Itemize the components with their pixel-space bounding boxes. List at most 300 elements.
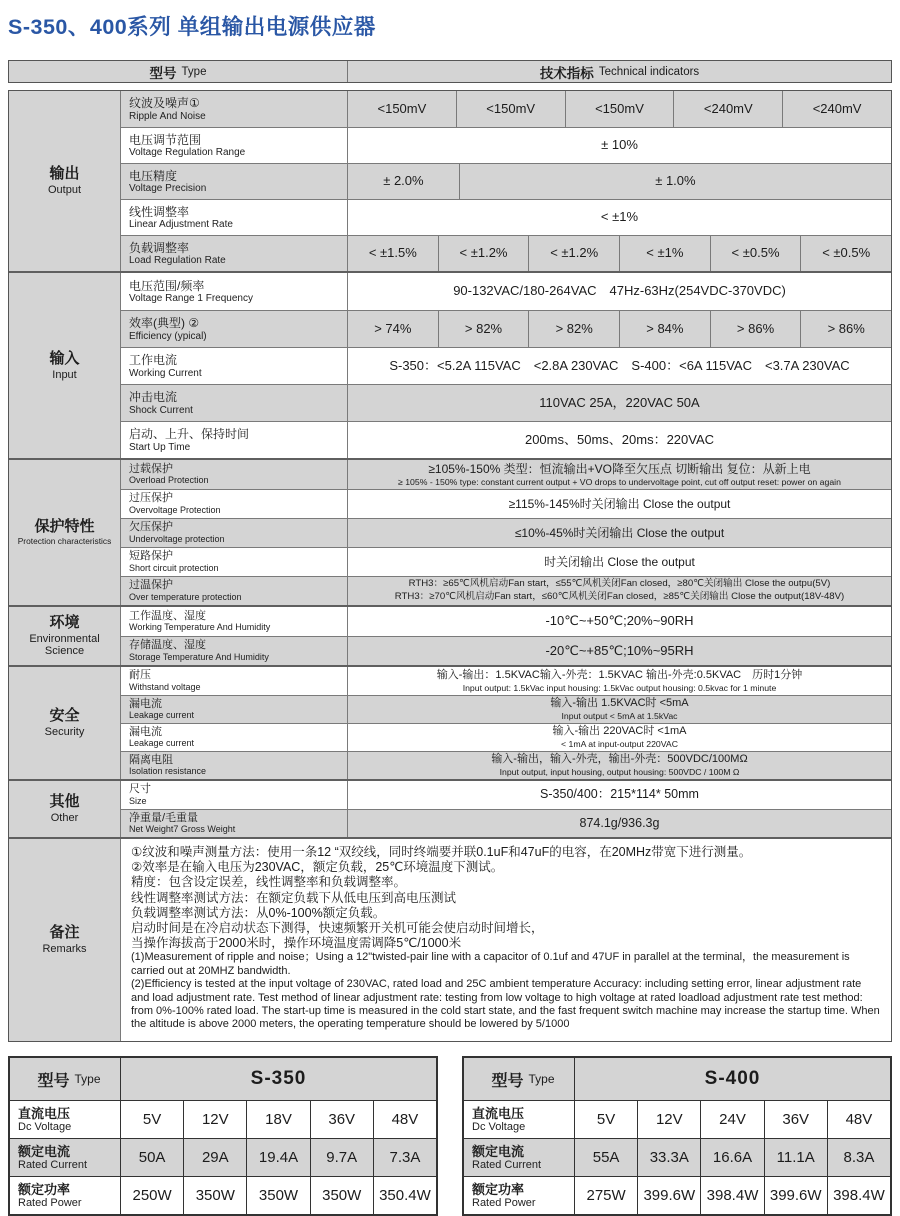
value-text: -20℃~+85℃;10%~95RH [545,642,694,658]
value-cell [348,385,891,421]
model-value-cell: 399.6W [637,1177,700,1214]
value-cell [438,236,529,271]
spec-row [121,518,891,547]
row-label-zh: 隔离电阻 [129,753,173,766]
value-text: Input output, input housing, output housing: 500VDC / 100M Ω [499,767,740,778]
value-text: > 82% [555,320,593,336]
value-text: S-350：<5.2A 115VAC <2.8A 230VAC S-400：<6A 115VAC <3.7A 230VAC [389,357,850,373]
row-label-zh: 过载保护 [129,462,173,475]
model-row-label [464,1177,574,1214]
value-text: 874.1g/936.3g [579,815,660,830]
model-value-cell: 250W [120,1177,183,1214]
row-label-en: Over temperature protection [129,591,242,602]
group-label-en: Input [52,368,77,381]
tech-indicators-en: Technical indicators [598,65,700,78]
value-text: 110VAC 25A，220VAC 50A [539,394,700,410]
remarks-line-zh: 启动时间是在冷启动状态下测得，快速频繁开关机可能会使启动时间增长， [131,921,544,936]
row-label-zh: 冲击电流 [129,390,178,405]
value-cell [528,236,619,271]
row-label [121,490,348,518]
value-text: ≤10%-45%时关闭输出 Close the output [514,525,725,540]
row-label [121,91,348,127]
model-value-cell: 350.4W [373,1177,436,1214]
value-text: RTH3：≥70℃风机启动Fan start，≤60℃风机关闭Fan closed，≥85℃关闭输出 Close the output(18V-48V) [394,591,845,602]
value-cell [348,752,891,779]
row-label-zh: 启动、上升、保持时间 [129,427,250,442]
model-name: S-350 [120,1058,436,1100]
model-table-s-350 [8,1056,438,1216]
row-label-zh: 尺寸 [129,783,151,796]
row-label-zh: 净重量/毛重量 [129,811,199,824]
model-value-cell: 399.6W [764,1177,827,1214]
model-value-cell: 350W [183,1177,246,1214]
spec-section [9,271,891,458]
group-label-en: Security [44,726,85,739]
model-value-cell: 18V [246,1101,309,1138]
row-label [121,667,348,695]
model-value-cell: 5V [120,1101,183,1138]
remarks-text [121,839,891,1041]
model-row-label-en: Dc Voltage [472,1121,526,1134]
model-row [10,1138,436,1176]
row-label [121,460,348,489]
row-values [348,236,891,271]
value-text: <150mV [595,100,644,116]
row-values [348,128,891,163]
remarks-line-zh: 当操作海拔高于2000米时，操作环境温度需调降5℃/1000米 [131,936,462,951]
model-value-cell: 50A [120,1139,183,1176]
spec-row [121,235,891,271]
model-value-cell: 350W [246,1177,309,1214]
section-rows [121,667,891,779]
spec-row [121,723,891,751]
spec-section [9,605,891,665]
value-cell [348,164,459,199]
row-label-en: Voltage Regulation Range [129,147,246,159]
row-values [348,752,891,779]
row-values [348,810,891,837]
row-label-en: Overload Protection [129,475,209,486]
row-values [348,724,891,751]
spec-row [121,273,891,310]
row-label-en: Size [129,795,147,806]
model-type-zh: 型号 [37,1072,70,1090]
row-label-zh: 纹波及噪声① [129,96,200,111]
model-value-cell: 350W [310,1177,373,1214]
row-label [121,348,348,384]
row-label-en: Short circuit protection [129,562,219,573]
row-values [348,519,891,547]
value-text: < ±0.5% [822,245,871,261]
row-label-zh: 工作温度、湿度 [129,609,206,622]
value-text: < ±1% [600,209,639,225]
model-row [464,1100,890,1138]
section-rows [121,460,891,605]
row-label [121,273,348,310]
row-label-zh: 漏电流 [129,697,162,710]
value-cell [348,236,438,271]
row-label [121,128,348,163]
value-text: ≥ 105% - 150% type: constant current output + VO drops to undervoltage point, cut off output reset: power on again [398,476,841,487]
row-label-en: Shock Current [129,404,193,416]
remarks-line-zh: 负载调整率测试方法：从0%-100%额定负载。 [131,905,386,920]
remarks-line-zh: ②效率是在输入电压为230VAC，额定负载，25℃环境温度下测试。 [131,860,504,875]
group-label-en: Science [44,645,85,658]
value-text: 输入-输出：1.5KVAC输入-外壳：1.5KVAC 输出-外壳:0.5KVAC 历时1分钟 [436,668,803,681]
spec-row [121,751,891,779]
row-values [348,385,891,421]
model-row-label-en: Rated Power [18,1197,82,1210]
value-text: <150mV [486,100,536,116]
spec-row [121,421,891,458]
value-cell [800,311,891,347]
row-values [348,348,891,384]
row-label-zh: 电压调节范围 [129,132,202,147]
row-values [348,490,891,518]
model-row-label-en: Rated Power [472,1197,536,1210]
value-cell [348,781,891,809]
value-cell [438,311,529,347]
row-values [348,273,891,310]
section-rows [121,91,891,271]
spec-sheet-page [0,10,900,1210]
section-group-label [9,667,121,779]
spec-table [8,90,892,1042]
row-label-en: Leakage current [129,710,195,721]
remarks-row [121,839,891,1041]
value-cell [348,422,891,458]
remarks-line-zh: 线性调整率测试方法：在额定负载下从低电压到高电压测试 [131,890,457,905]
row-values [348,637,891,665]
value-text: < ±1.2% [550,245,599,261]
row-label-zh: 过压保护 [129,492,173,505]
row-label-zh: 工作电流 [129,353,178,368]
model-value-cell: 24V [700,1101,763,1138]
model-value-cell: 398.4W [700,1177,763,1214]
group-label-zh: 输入 [49,349,80,367]
row-label-zh: 存储温度、湿度 [129,639,206,652]
value-cell [348,460,891,489]
value-text: ≥105%-150% 类型：恒流输出+VO降至欠压点 切断输出 复位：从新上电 [428,461,811,476]
model-value-cell: 5V [574,1101,637,1138]
spec-section [9,779,891,837]
tech-indicators-zh: 技术指标 [539,65,594,81]
section-group-label [9,839,121,1041]
row-label-zh: 线性调整率 [129,204,190,219]
value-cell [782,91,891,127]
type-header-zh: 型号 [149,65,177,81]
row-label [121,200,348,235]
model-row-label-en: Rated Current [18,1159,88,1172]
value-text: Input output: 1.5kVac input housing: 1.5kVac output housing: 0.5kvac for 1 minute [462,682,777,693]
group-label-en: Protection characteristics [17,536,112,547]
row-label-en: Voltage Precision [129,183,207,195]
group-label-en: Environmental [29,632,100,645]
value-cell [348,637,891,665]
row-label [121,577,348,605]
remarks-line-en: (1)Measurement of ripple and noise；Using a 12"twisted-pair line with a capacitor of 0.1uf and 47UF in parallel at the terminal，the measurement is carried out at 20MHZ bandwidth. [131,951,850,977]
type-header-table [8,60,892,83]
row-label-zh: 过温保护 [129,579,173,592]
group-label-en: Remarks [42,943,87,956]
model-row-label [464,1139,574,1176]
row-values [348,311,891,347]
section-rows [121,273,891,458]
model-value-cell: 29A [183,1139,246,1176]
group-label-zh: 安全 [49,707,80,725]
row-label [121,311,348,347]
group-label-zh: 保护特性 [34,518,95,536]
value-cell [348,548,891,576]
value-cell [710,236,801,271]
section-group-label [9,273,121,458]
model-value-cell: 36V [764,1101,827,1138]
model-type-cell [10,1058,120,1100]
spec-section [9,837,891,1041]
value-text: 200ms、50ms、20ms：220VAC [524,431,715,447]
row-label-zh: 负载调整率 [129,240,190,255]
model-type-zh: 型号 [491,1072,524,1090]
spec-row [121,607,891,636]
value-text: > 86% [827,320,865,336]
model-row-label-zh: 直流电压 [18,1105,71,1121]
spec-section [9,91,891,271]
section-rows [121,781,891,837]
row-label [121,810,348,837]
row-label-en: Leakage current [129,738,195,749]
spec-row [121,781,891,809]
row-label-zh: 电压范围/频率 [129,278,205,293]
model-value-cell: 48V [827,1101,890,1138]
value-text: < ±1% [646,245,684,261]
group-label-zh: 环境 [49,613,80,631]
model-name: S-400 [574,1058,890,1100]
section-group-label [9,607,121,665]
group-label-en: Other [50,812,79,825]
row-values [348,200,891,235]
model-value-cell: 275W [574,1177,637,1214]
value-text: 输入-输出，输入-外壳，输出-外壳：500VDC/100MΩ [491,753,748,766]
model-value-cell: 11.1A [764,1139,827,1176]
row-label [121,519,348,547]
remarks-line-zh: ①纹波和噪声测量方法：使用一条12 “双绞线，同时终端要并联0.1uF和47uF的电容，在20MHz带宽下进行测量。 [131,845,752,859]
spec-row [121,547,891,576]
remarks-line-en: (2)Efficiency is tested at the input voltage of 230VAC, rated load and 25C ambient temperature Accuracy: including setting error, linear adjustment rate and load adjustment rate. Test method of linear adjustment rate: testing from low voltage to high voltage at rated loadload adjustment rate test method: from 0%-100% rated load. The start-up time is measured in the cold start state, and the fast frequent switch machine may increase the startup time. When the altitude is above 2000 meters, the operating temperature should be lowered by 5/1000 [131,978,880,1031]
row-values [348,696,891,723]
model-row-label-zh: 额定电流 [18,1143,71,1159]
row-label-en: Storage Temperature And Humidity [129,651,269,662]
spec-section [9,458,891,605]
model-table-header [464,1058,890,1100]
row-label-zh: 漏电流 [129,725,162,738]
row-label-en: Undervoltage protection [129,533,225,544]
model-value-cell: 16.6A [700,1139,763,1176]
model-row-label [464,1101,574,1138]
model-type-en: Type [74,1072,101,1086]
value-text: < 1mA at input-output 220VAC [561,739,678,750]
value-cell [710,311,801,347]
value-text: < ±0.5% [731,245,780,261]
model-value-cell: 19.4A [246,1139,309,1176]
model-value-cell: 12V [637,1101,700,1138]
model-row-label [10,1177,120,1214]
model-row-label-zh: 直流电压 [472,1105,525,1121]
row-label-en: Efficiency (ypical) [129,330,207,342]
value-cell [348,607,891,636]
value-text: > 74% [374,320,412,336]
row-label [121,607,348,636]
model-row [10,1100,436,1138]
section-group-label [9,91,121,271]
spec-row [121,91,891,127]
model-value-cell: 8.3A [827,1139,890,1176]
value-cell [348,348,891,384]
row-label-en: Net Weight7 Gross Weight [129,824,236,835]
model-value-cell: 9.7A [310,1139,373,1176]
section-group-label [9,460,121,605]
type-header-cell [9,61,348,82]
value-text: -10℃~+50℃;20%~90RH [545,613,694,629]
value-cell [348,577,891,605]
value-cell [673,91,782,127]
value-text: ± 1.0% [655,173,696,189]
row-label [121,752,348,779]
value-text: < ±1.5% [368,245,417,261]
model-row-label [10,1101,120,1138]
model-table-header [10,1058,436,1100]
value-text: <240mV [812,100,862,116]
value-text: ± 10% [601,137,638,153]
spec-section [9,665,891,779]
spec-row [121,636,891,665]
value-text: S-350/400：215*114* 50mm [540,787,699,802]
type-header-en: Type [181,65,207,78]
row-label-en: Withstand voltage [129,681,201,692]
value-text: < ±1.2% [459,245,508,261]
value-cell [348,128,891,163]
row-label-en: Linear Adjustment Rate [129,219,233,231]
value-cell [348,311,438,347]
value-cell [348,667,891,695]
spec-row [121,384,891,421]
value-text: RTH3：≥65℃风机启动Fan start，≤55℃风机关闭Fan closed，≥80℃关闭输出 Close the outpu(5V) [408,578,831,590]
tech-indicators-header-cell [348,61,891,82]
value-cell [348,273,891,310]
model-table-s-400 [462,1056,892,1216]
spec-row [121,460,891,489]
row-label-en: Isolation resistance [129,766,207,777]
model-value-cell: 398.4W [827,1177,890,1214]
spec-row [121,163,891,199]
model-value-cell: 48V [373,1101,436,1138]
value-text: 输入-输出 1.5KVAC时 <5mA [550,697,689,710]
value-cell [348,724,891,751]
row-label-zh: 欠压保护 [129,521,173,534]
model-row-label-zh: 额定功率 [472,1181,525,1197]
model-tables [8,1056,892,1216]
value-cell [459,164,891,199]
value-cell [348,810,891,837]
row-label-zh: 耐压 [129,669,151,682]
value-cell [619,236,710,271]
value-text: <240mV [703,100,753,116]
value-text: ± 2.0% [383,173,424,189]
row-label [121,781,348,809]
value-cell [456,91,565,127]
model-value-cell: 33.3A [637,1139,700,1176]
model-value-cell: 55A [574,1139,637,1176]
row-label [121,548,348,576]
model-value-cell: 12V [183,1101,246,1138]
spec-row [121,667,891,695]
spec-row [121,489,891,518]
row-label-zh: 效率(典型) ② [129,316,200,331]
value-text: > 86% [736,320,775,336]
row-values [348,607,891,636]
value-cell [348,490,891,518]
row-label [121,422,348,458]
model-type-cell [464,1058,574,1100]
row-values [348,577,891,605]
spec-row [121,127,891,163]
value-cell [348,91,456,127]
row-values [348,91,891,127]
row-label-en: Start Up Time [129,441,191,453]
value-text: Input output < 5mA at 1.5kVac [561,711,678,722]
model-row-label-en: Rated Current [472,1159,542,1172]
row-label [121,164,348,199]
value-cell [348,200,891,235]
group-label-zh: 备注 [49,924,80,942]
model-value-cell: 36V [310,1101,373,1138]
value-cell [348,519,891,547]
spec-row [121,576,891,605]
spec-row [121,310,891,347]
group-label-en: Output [47,184,82,197]
value-text: 时关闭输出 Close the output [544,554,695,569]
section-rows [121,839,891,1041]
model-row-label-zh: 额定电流 [472,1143,525,1159]
row-values [348,548,891,576]
row-values [348,460,891,489]
row-values [348,422,891,458]
model-row [10,1176,436,1214]
value-cell [528,311,619,347]
model-type-en: Type [528,1072,555,1086]
spec-row [121,809,891,837]
value-cell [619,311,710,347]
model-row [464,1138,890,1176]
page-title: S-350、400系列 单组输出电源供应器 [8,15,376,39]
row-label-en: Load Regulation Rate [129,255,226,267]
group-label-zh: 其他 [49,793,80,811]
row-label-zh: 短路保护 [129,550,173,563]
value-cell [565,91,674,127]
row-label [121,696,348,723]
model-row-label [10,1139,120,1176]
value-text: > 84% [646,320,684,336]
value-text: 输入-输出 220VAC时 <1mA [552,725,687,738]
model-value-cell: 7.3A [373,1139,436,1176]
row-label-en: Working Temperature And Humidity [129,622,271,633]
row-label [121,724,348,751]
row-label-en: Overvoltage Protection [129,504,221,515]
value-text: ≥115%-145%时关闭输出 Close the output [508,496,731,511]
section-group-label [9,781,121,837]
remarks-line-zh: 精度：包含设定误差，线性调整率和负载调整率。 [131,875,407,890]
row-label-en: Voltage Range 1 Frequency [129,293,253,305]
group-label-zh: 输出 [49,165,80,183]
